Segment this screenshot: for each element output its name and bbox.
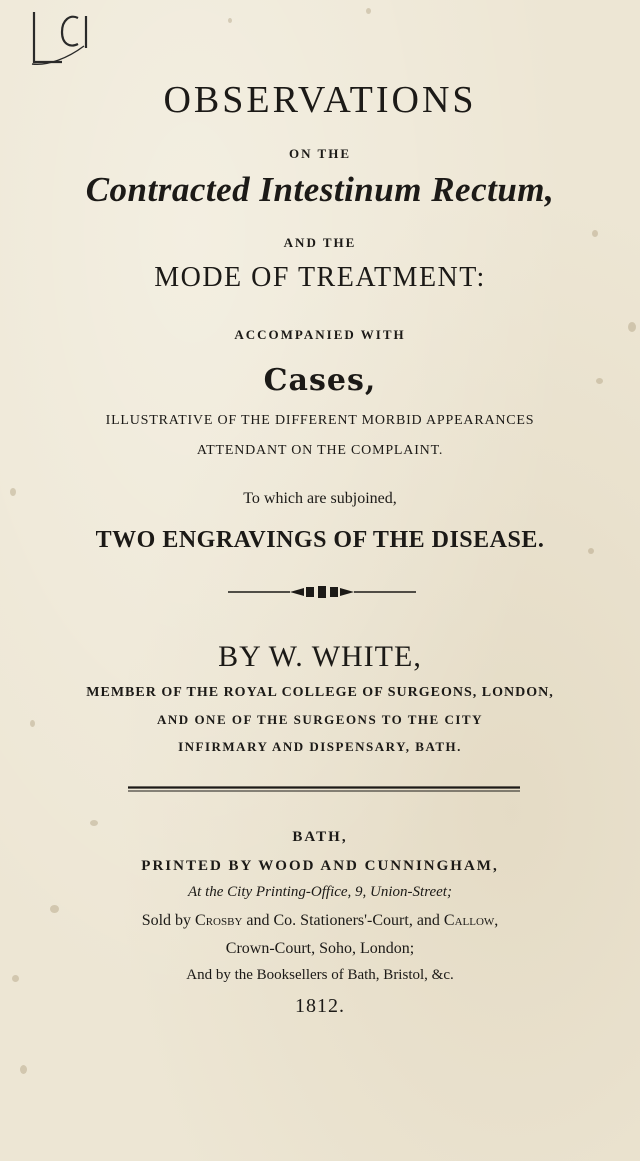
imprint-year: 1812. bbox=[295, 995, 345, 1017]
foxing-speck bbox=[20, 1065, 27, 1074]
accompanied-line: ACCOMPANIED WITH bbox=[234, 327, 406, 342]
author-line: BY W. WHITE, bbox=[218, 640, 422, 673]
foxing-speck bbox=[12, 975, 19, 982]
foxing-speck bbox=[628, 322, 636, 332]
foxing-speck bbox=[596, 378, 603, 384]
subjoined-line: To which are subjoined, bbox=[243, 490, 397, 507]
sold-prefix: Sold by bbox=[141, 912, 196, 929]
imprint-booksellers: And by the Booksellers of Bath, Bristol, &c. bbox=[186, 967, 454, 983]
subject-line: Contracted Intestinum Rectum, bbox=[85, 170, 555, 209]
foxing-speck bbox=[228, 18, 232, 23]
illustrative-line: ILLUSTRATIVE OF THE DIFFERENT MORBID APPEARANCES bbox=[105, 413, 535, 428]
crosby-name: Crosby bbox=[195, 912, 243, 929]
surgeon-line: AND ONE OF THE SURGEONS TO THE CITY bbox=[157, 712, 483, 727]
callow-name: Callow, bbox=[443, 912, 499, 929]
imprint-office: At the City Printing-Office, 9, Union-Street; bbox=[188, 884, 452, 900]
ornament-divider bbox=[228, 585, 416, 599]
book-title: OBSERVATIONS bbox=[163, 79, 477, 121]
imprint-place: BATH, bbox=[292, 829, 348, 845]
foxing-speck bbox=[50, 905, 59, 913]
foxing-speck bbox=[90, 820, 98, 826]
foxing-speck bbox=[30, 720, 35, 727]
attendant-line: ATTENDANT ON THE COMPLAINT. bbox=[196, 443, 444, 458]
imprint-crown-court: Crown-Court, Soho, London; bbox=[225, 940, 415, 957]
engravings-line: TWO ENGRAVINGS OF THE DISEASE. bbox=[95, 527, 545, 553]
cases-line: Cases, bbox=[263, 363, 377, 398]
imprint-sold-by bbox=[0, 912, 640, 930]
foxing-speck bbox=[366, 8, 371, 14]
foxing-speck bbox=[588, 548, 594, 554]
library-stamp bbox=[18, 2, 128, 72]
mode-of-treatment-line: MODE OF TREATMENT: bbox=[154, 262, 486, 293]
and-the-line: AND THE bbox=[283, 235, 357, 250]
infirmary-line: INFIRMARY AND DISPENSARY, BATH. bbox=[178, 739, 462, 754]
imprint-printer: PRINTED BY WOOD AND CUNNINGHAM, bbox=[141, 858, 499, 874]
sold-middle: and Co. Stationers'-Court, and bbox=[242, 912, 444, 929]
double-rule bbox=[128, 786, 520, 792]
foxing-speck bbox=[592, 230, 598, 237]
member-line: MEMBER OF THE ROYAL COLLEGE OF SURGEONS, LONDON, bbox=[86, 685, 554, 700]
on-the-line: ON THE bbox=[289, 146, 351, 161]
foxing-speck bbox=[10, 488, 16, 496]
